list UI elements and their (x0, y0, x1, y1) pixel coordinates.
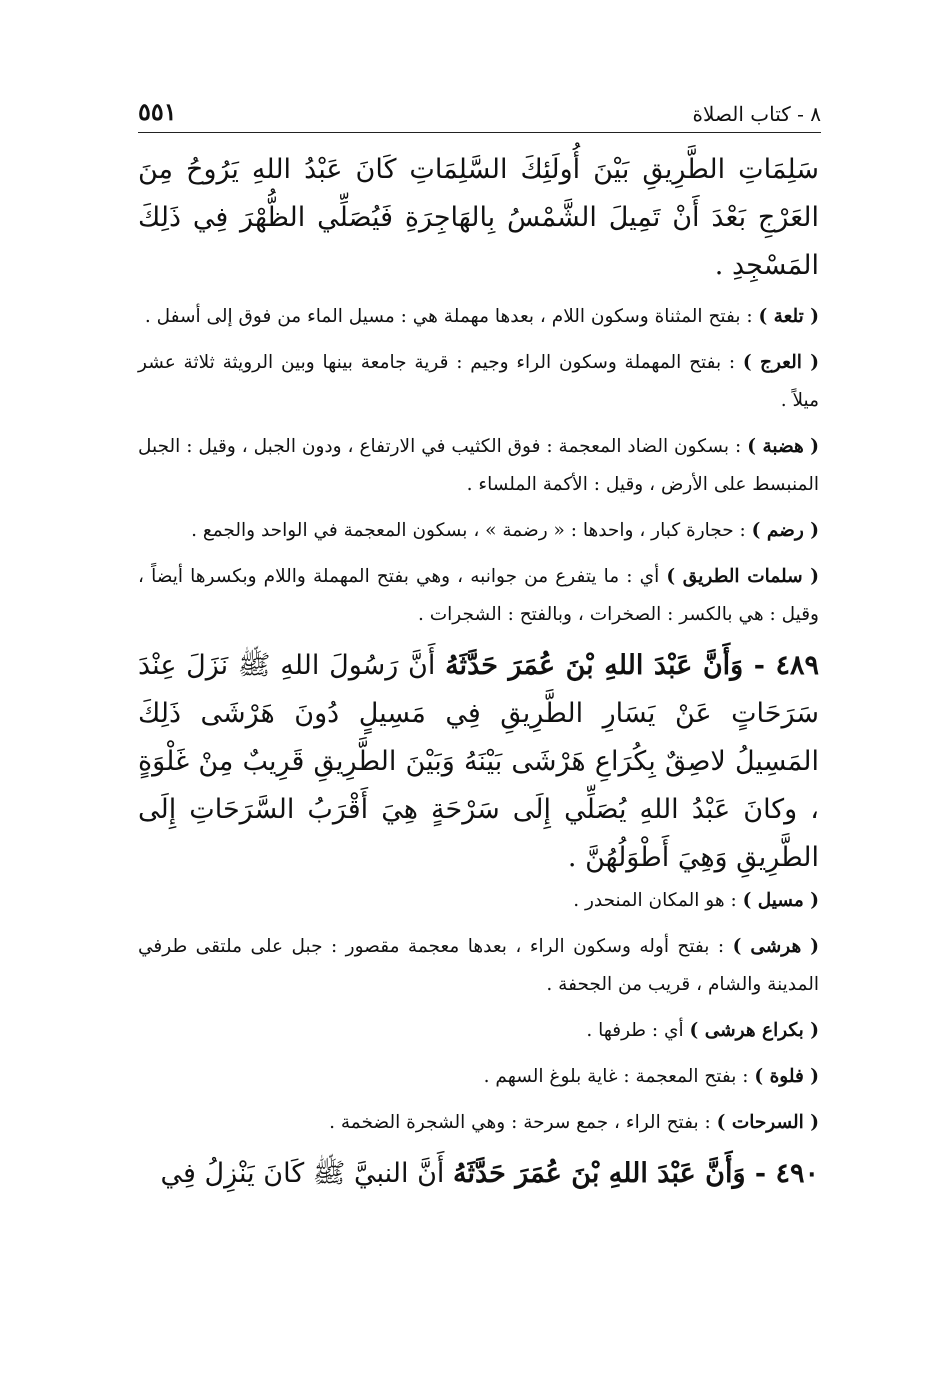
note-term: ( رضم ) (751, 520, 819, 541)
note-term: ( تلعة ) (758, 306, 819, 327)
page-content (138, 146, 819, 1198)
note-term: ( سلمات الطريق ) (666, 566, 819, 587)
note-text: : بفتح أوله وسكون الراء ، بعدها معجمة مقصور : جبل على ملتقى طرفي المدينة والشام ، قريب من الجحفة . (138, 936, 819, 995)
page-number: ٥٥١ (138, 97, 177, 126)
hadith-490 (138, 1150, 819, 1198)
hadith-number: ٤٩٠ (775, 1158, 819, 1189)
hadith-number: ٤٨٩ (775, 650, 820, 681)
note-term: ( السرحات ) (716, 1112, 819, 1133)
note-term: ( مسيل ) (742, 890, 819, 911)
note-term: ( هضبة ) (747, 436, 819, 457)
chapter-title: ٨ - كتاب الصلاة (692, 102, 821, 126)
note-hadba (138, 428, 819, 504)
note-text: : بفتح المثناة وسكون اللام ، بعدها مهملة هي : مسيل الماء من فوق إلى أسفل . (144, 306, 759, 327)
note-text: : بسكون الضاد المعجمة : فوق الكثيب في الارتفاع ، ودون الجبل ، وقيل : الجبل المنبسط على الأرض ، وقيل : الأكمة الملساء . (138, 436, 819, 495)
note-arj (138, 344, 819, 420)
note-kura (138, 1012, 819, 1050)
hadith-intro: - وَأَنَّ عَبْدَ اللهِ بْنَ عُمَرَ حَدَّثَهُ (453, 1158, 776, 1189)
note-radm (138, 512, 819, 550)
note-term: ( فلوة ) (754, 1066, 819, 1087)
hadith-body: أَنَّ النبيَّ ﷺ كَانَ يَنْزِلُ فِي (160, 1158, 453, 1189)
page-header (138, 86, 821, 133)
hadith-intro: - وَأَنَّ عَبْدَ اللهِ بْنَ عُمَرَ حَدَّثَهُ (445, 650, 776, 681)
note-salamat (138, 558, 819, 634)
note-talaa (138, 298, 819, 336)
note-text: : حجارة كبار ، واحدها : « رضمة » ، بسكون المعجمة في الواحد والجمع . (191, 520, 752, 541)
note-sarahat (138, 1104, 819, 1142)
hadith-489 (138, 642, 819, 882)
note-harsha (138, 928, 819, 1004)
note-ghalwa (138, 1058, 819, 1096)
note-text: : هو المكان المنحدر . (573, 890, 743, 911)
note-term: ( بكراع هرشى ) (689, 1020, 819, 1041)
note-text: : بفتح المهملة وسكون الراء وجيم : قرية جامعة بينها وبين الرويثة ثلاثة عشر ميلاً . (138, 352, 819, 411)
note-text: أي : طرفها . (586, 1020, 690, 1041)
note-masil (138, 882, 819, 920)
opening-text: سَلِمَاتِ الطَّرِيقِ بَيْنَ أُولَئِكَ السَّلِمَاتِ كَانَ عَبْدُ اللهِ يَرُوحُ مِنَ العَرْجِ بَعْدَ أَنْ تَمِيلَ الشَّمْسُ بِالهَاجِرَةِ فَيُصَلِّي الظُّهْرَ فِي ذَلِكَ المَسْجِدِ . (138, 154, 819, 281)
hadith-body: أَنَّ رَسُولَ اللهِ ﷺ نَزَلَ عِنْدَ سَرَحَاتٍ عَنْ يَسَارِ الطَّرِيقِ فِي مَسِيلٍ دُونَ هَرْشَى ذَلِكَ المَسِيلُ لاصِقٌ بِكُرَاعِ هَرْشَى بَيْنَهُ وَبَيْنَ الطَّرِيقِ قَرِيبٌ مِنْ غَلْوَةٍ ، وكانَ عَبْدُ اللهِ يُصَلِّي إِلَى سَرْحَةٍ هِيَ أَقْرَبُ السَّرَحَاتِ إِلَى الطَّرِيقِ وَهِيَ أَطْوَلُهُنَّ . (138, 650, 819, 873)
note-text: : بفتح الراء ، جمع سرحة : وهي الشجرة الضخمة . (329, 1112, 717, 1133)
note-text: أي : ما يتفرع من جوانبه ، وهي بفتح المهملة واللام وبكسرها أيضاً ، وقيل : هي بالكسر : الصخرات ، وبالفتح : الشجرات . (138, 566, 819, 625)
note-term: ( هرشى ) (732, 936, 819, 957)
note-term: ( العرج ) (742, 352, 819, 373)
note-text: : بفتح المعجمة : غاية بلوغ السهم . (483, 1066, 755, 1087)
